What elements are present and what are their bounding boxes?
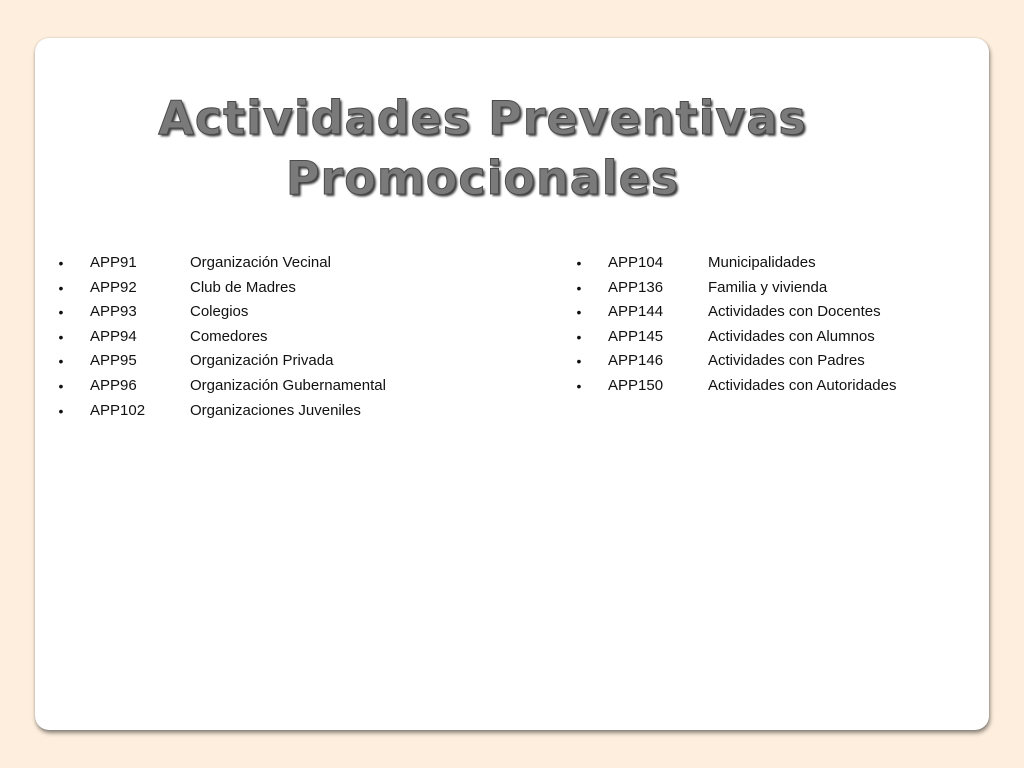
bullet-icon: • [576,353,582,370]
activity-code: APP102 [90,401,146,419]
bullet-icon: • [58,377,64,394]
slide-title-line-2: Promocionales [285,151,680,205]
bullet-icon: • [576,255,582,271]
activity-label: Municipalidades [708,254,816,271]
activity-label: Club de Madres [190,278,296,296]
activity-code: APP150 [608,376,664,394]
activity-code: APP92 [90,278,137,296]
activity-label: Actividades con Autoridades [708,376,897,394]
slide-title-line-1: Actividades Preventivas [158,91,807,145]
bullet-icon: • [576,304,582,321]
activity-code: APP104 [608,254,664,271]
activity-label: Comedores [190,327,268,345]
bullet-icon: • [576,279,582,296]
slide [35,38,989,730]
activity-code: APP136 [608,278,664,296]
activity-label: Organización Gubernamental [190,376,386,394]
activity-code: APP91 [90,254,137,271]
bullet-icon: • [58,353,64,370]
activity-code: APP93 [90,303,137,321]
slide-title [35,88,930,208]
activity-code: APP95 [90,352,137,370]
activity-label: Actividades con Docentes [708,303,881,321]
bullet-icon: • [576,328,582,345]
activity-label: Actividades con Padres [708,352,865,370]
activity-label: Familia y vivienda [708,278,828,296]
bullet-icon: • [58,304,64,321]
bullet-icon: • [576,377,582,394]
bullet-icon: • [58,279,64,296]
bullet-icon: • [58,402,64,419]
activity-code: APP94 [90,327,137,345]
activity-code: APP96 [90,376,137,394]
activity-label: Colegios [190,303,249,321]
activity-label: Organización Vecinal [190,254,331,271]
activity-label: Organización Privada [190,352,334,370]
bullet-icon: • [58,255,64,271]
bullet-icon: • [58,328,64,345]
activity-code: APP146 [608,352,664,370]
activity-code: APP145 [608,327,664,345]
activity-code: APP144 [608,303,664,321]
activity-label: Organizaciones Juveniles [190,401,361,419]
activity-label: Actividades con Alumnos [708,327,875,345]
